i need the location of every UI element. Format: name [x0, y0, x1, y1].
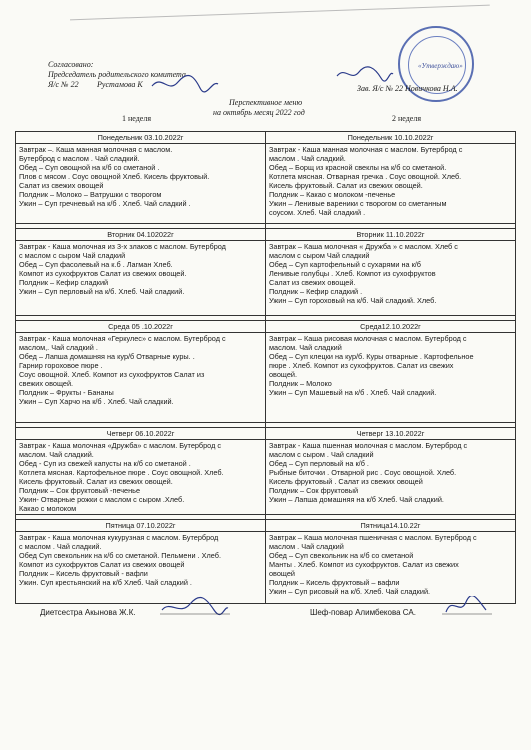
menu-line: Полдник – Кисель фруктовый – вафли — [269, 578, 400, 587]
menu-line: Полдник – Сок фруктовый — [269, 486, 359, 495]
day-menu-cell — [16, 333, 266, 423]
menu-line: Полдник – Кефир сладкий . — [269, 287, 363, 296]
menu-line: Завтрак – Каша рисовая молочная с маслом. Бутерброд с — [269, 334, 467, 343]
day-title: Понедельник 10.10.2022г — [266, 132, 516, 144]
menu-line: Ужин – Суп гречневый на к/б . Хлеб. Чай сладкий . — [19, 199, 191, 208]
menu-line: Котлета мясная. Картофельное пюре . Соус овощной. Хлеб. — [19, 468, 224, 477]
dietitian-sign: Диетсестра Акынова Ж.К. — [40, 608, 136, 617]
menu-line: Завтрак - Каша молочная из 3-х злаков с маслом. Бутерброд — [19, 242, 226, 251]
day-title: Четверг 06.10.2022г — [16, 428, 266, 440]
menu-line: Завтрак - Каша манная молочная с маслом. Бутерброд с — [269, 145, 463, 154]
menu-line: Ужин – Суп гороховый на к/б. Чай сладкий. Хлеб. — [269, 296, 437, 305]
menu-line: Ужин – Суп Харчо на к/б . Хлеб. Чай сладкий. — [19, 397, 174, 406]
day-menu-cell — [266, 241, 516, 316]
menu-line: Салат из свежих овощей — [19, 181, 104, 190]
menu-line: Обед – Суп картофельный с сухарями на к/б — [269, 260, 421, 269]
day-menu-cell — [16, 440, 266, 515]
day-menu-cell — [266, 440, 516, 515]
menu-line: Рыбные биточки . Отварной рис . Соус овощной. Хлеб. — [269, 468, 457, 477]
menu-table — [15, 131, 516, 604]
day-title: Вторник 04.102022г — [16, 229, 266, 241]
menu-line: Ленивые голубцы . Хлеб. Компот из сухофруктов — [269, 269, 436, 278]
menu-line: соусом. Хлеб. Чай сладкий . — [269, 208, 366, 217]
menu-line: Ужин – Суп рисовый на к/б. Хлеб. Чай сладкий. — [269, 587, 431, 596]
day-menu-row — [16, 532, 516, 604]
menu-line: Завтрак - Каша молочная кукурузная с маслом. Бутерброд — [19, 533, 219, 542]
day-title-row — [16, 229, 516, 241]
menu-line: маслом,. Чай сладкий . — [19, 343, 98, 352]
day-title: Пятница14.10.22г — [266, 520, 516, 532]
menu-line: Ужин – Суп Машевый на к/б . Хлеб. Чай сладкий. — [269, 388, 437, 397]
menu-line: Ужин. Суп крестьянский на к/б Хлеб. Чай сладкий . — [19, 578, 192, 587]
day-menu-cell — [266, 144, 516, 224]
day-title-row — [16, 132, 516, 144]
day-title: Четверг 13.10.2022г — [266, 428, 516, 440]
name-left: Рустамова К — [97, 80, 143, 89]
day-menu-row — [16, 241, 516, 316]
menu-line: овощей. — [269, 370, 297, 379]
week2-label: 2 неделя — [392, 114, 422, 123]
menu-line: маслом с сыром Чай сладкий — [269, 251, 370, 260]
menu-line: Полдник – Сок фруктовый -печенье — [19, 486, 141, 495]
menu-line: Котлета мясная. Отварная гречка . Соус овощной. Хлеб. — [269, 172, 462, 181]
menu-line: Какао с молоком — [19, 504, 77, 513]
menu-line: Завтрак – Каша молочная « Дружба » с маслом. Хлеб с — [269, 242, 458, 251]
menu-line: Обед – Суп перловый на к/б . — [269, 459, 369, 468]
menu-line: Полдник – Молоко – Ватрушки с творогом — [19, 190, 162, 199]
menu-line: свежих овощей. — [19, 379, 74, 388]
menu-line: Компот из сухофруктов Салат из свежих овощей. — [19, 269, 187, 278]
menu-line: маслом с сыром . Чай сладкий — [269, 450, 374, 459]
menu-line: Обед – Суп свекольник на к/б со сметаной — [269, 551, 414, 560]
menu-line: маслом. Чай сладкий — [269, 343, 342, 352]
signature-dietitian-icon — [160, 596, 230, 618]
menu-line: Ужин- Отварные рожки с маслом с сыром .Хлеб. — [19, 495, 185, 504]
signature-right-icon — [335, 64, 395, 84]
day-title: Понедельник 03.10.2022г — [16, 132, 266, 144]
menu-line: маслом . Чай сладкий. — [269, 154, 346, 163]
menu-line: Обед – Суп овощной на к/б со сметаной . — [19, 163, 160, 172]
menu-line: Кисель фруктовый. Салат из свежих овощей. — [269, 181, 423, 190]
decorative-top-line — [70, 5, 490, 27]
menu-line: Обед – Суп клецки на кур/б. Куры отварные . Картофельное — [269, 352, 474, 361]
menu-line: маслом . Чай сладкий — [269, 542, 344, 551]
approved-label: Согласовано: — [48, 60, 94, 69]
menu-line: Салат из свежих овощей. — [269, 278, 356, 287]
menu-line: Полдник – Молоко — [269, 379, 332, 388]
menu-line: Обед Суп свекольник на к/б со сметаной. Пельмени . Хлеб. — [19, 551, 221, 560]
menu-line: Завтрак – Каша молочная пшеничная с маслом. Бутерброд с — [269, 533, 477, 542]
menu-line: Завтрак - Каша молочная «Дружба» с маслом. Бутерброд с — [19, 441, 222, 450]
menu-line: Ужин – Лапша домашняя на к/б Хлеб. Чай сладкий. — [269, 495, 444, 504]
day-title: Среда 05 .10.2022г — [16, 321, 266, 333]
menu-line: Обед - Суп из свежей капусты на к/б со сметаной . — [19, 459, 191, 468]
menu-line: Завтрак –. Каша манная молочная с маслом. — [19, 145, 173, 154]
menu-line: Манты . Хлеб. Компот из сухофруктов. Салат из свежих — [269, 560, 459, 569]
menu-line: Завтрак - Каша пшенная молочная с маслом. Бутерброд с — [269, 441, 468, 450]
week1-label: 1 неделя — [122, 114, 152, 123]
menu-line: Ужин – Суп перловый на к/б. Хлеб. Чай сладкий. — [19, 287, 185, 296]
day-title: Среда12.10.2022г — [266, 321, 516, 333]
signature-chef-icon — [442, 596, 492, 618]
title-line1: Перспективное меню — [229, 98, 303, 107]
day-menu-cell — [16, 144, 266, 224]
menu-line: Плов с мясом . Соус овощной Хлеб. Кисель фруктовый. — [19, 172, 210, 181]
menu-line: Полдник – Фрукты - Бананы — [19, 388, 114, 397]
menu-line: с маслом с сыром Чай сладкий — [19, 251, 126, 260]
menu-line: Гарнир гороховое пюре . — [19, 361, 103, 370]
menu-line: Кисель фруктовый. Салат из свежих овощей. — [19, 477, 173, 486]
signature-left-icon — [150, 72, 220, 94]
day-title: Вторник 11.10.2022г — [266, 229, 516, 241]
title-line2: на октябрь месяц 2022 год — [213, 108, 305, 117]
day-menu-cell — [16, 241, 266, 316]
head-right: Зав. Я/с № 22 Новичкова Н.А. — [357, 84, 458, 93]
menu-line: с маслом . Чай сладкий. — [19, 542, 102, 551]
menu-line: Завтрак - Каша молочная «Геркулес» с маслом. Бутерброд с — [19, 334, 226, 343]
school-left: Я/с № 22 — [48, 80, 79, 89]
menu-line: Полдник – Кефир сладкий — [19, 278, 109, 287]
menu-line: Полдник – Кисель фруктовый - вафли — [19, 569, 148, 578]
menu-line: Полдник – Какао с молоком -печенье — [269, 190, 396, 199]
day-menu-row — [16, 440, 516, 515]
day-menu-cell — [16, 532, 266, 604]
menu-line: овощей — [269, 569, 295, 578]
menu-line: Кисель фруктовый . Салат из свежих овощей — [269, 477, 423, 486]
day-menu-row — [16, 144, 516, 224]
menu-line: Обед – Суп фасолевый на к.б . Лагман Хлеб. — [19, 260, 173, 269]
day-menu-cell — [266, 333, 516, 423]
chef-sign: Шеф-повар Алимбекова СА. — [310, 608, 416, 617]
day-title-row — [16, 321, 516, 333]
chair-line: Председатель родительского комитета — [48, 70, 186, 79]
day-menu-row — [16, 333, 516, 423]
menu-line: Обед – Борщ из красной свеклы на к/б со сметаной. — [269, 163, 447, 172]
menu-line: Бутерброд с маслом . Чай сладкий. — [19, 154, 140, 163]
day-title: Пятница 07.10.2022г — [16, 520, 266, 532]
day-title-row — [16, 428, 516, 440]
menu-line: пюре . Хлеб. Компот из сухофруктов. Салат из свежих — [269, 361, 454, 370]
menu-line: маслом. Чай сладкий. — [19, 450, 94, 459]
menu-line: Соус овощной. Хлеб. Компот из сухофруктов Салат из — [19, 370, 205, 379]
approved-right: «Утверждаю» — [418, 62, 463, 70]
day-title-row — [16, 520, 516, 532]
menu-line: Ужин – Ленивые вареники с творогом со сметанным — [269, 199, 447, 208]
day-menu-cell — [266, 532, 516, 604]
menu-line: Компот из сухофруктов Салат из свежих овощей — [19, 560, 185, 569]
menu-line: Обед – Лапша домашняя на кур/б Отварные куры. . — [19, 352, 195, 361]
